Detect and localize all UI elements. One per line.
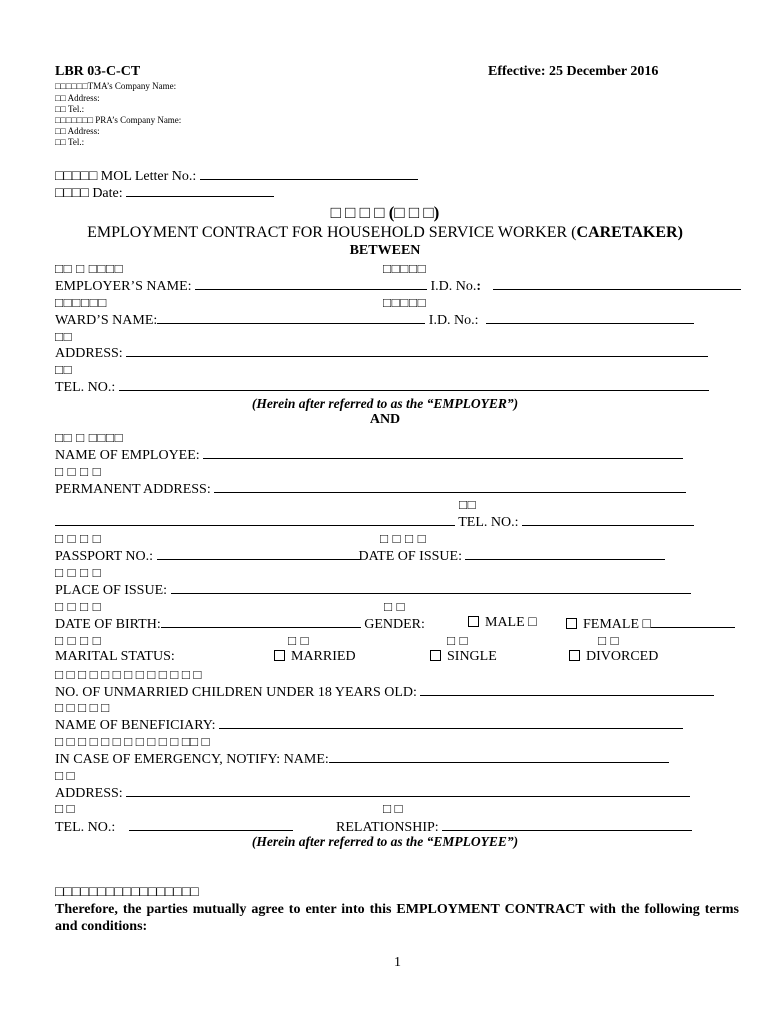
employee-referred: (Herein after referred to as the “EMPLOYEE”) — [251, 834, 519, 849]
place-issue-row — [55, 581, 691, 599]
between-label: BETWEEN — [349, 243, 421, 258]
male-label: MALE □ — [485, 615, 537, 630]
married-label: MARRIED — [291, 649, 356, 664]
employer-id-label: I.D. No. — [430, 279, 477, 294]
beneficiary-row — [55, 716, 683, 734]
dob-cjk: □ □ □ □ — [55, 599, 102, 614]
place-issue-field[interactable] — [171, 581, 691, 594]
relationship-cjk: □ □ — [383, 801, 403, 816]
and-label: AND — [369, 412, 401, 427]
employer-name-field[interactable] — [195, 277, 427, 290]
issue-date-cjk: □ □ □ □ — [380, 531, 427, 546]
mol-date-label: □□□□ Date: — [55, 186, 123, 201]
tma-tel-label: □□ Tel.: — [55, 104, 85, 114]
gender-extra-field[interactable] — [651, 615, 735, 628]
tma-address-label: □□ Address: — [55, 93, 100, 103]
marital-cjk: □ □ □ □ — [55, 633, 102, 648]
married-cjk: □ □ — [288, 633, 310, 648]
female-label: FEMALE □ — [583, 617, 651, 632]
passport-label: PASSPORT NO.: — [55, 549, 153, 564]
children-field[interactable] — [420, 683, 714, 696]
beneficiary-cjk: □ □ □ □ □ — [55, 700, 110, 715]
ward-name-label: WARD’S NAME: — [55, 313, 158, 328]
ward-id-cjk: □□□□□ — [383, 295, 427, 310]
ward-id-label: I.D. No.: — [428, 313, 479, 328]
place-issue-label: PLACE OF ISSUE: — [55, 583, 168, 598]
marital-label: MARITAL STATUS: — [55, 649, 175, 664]
passport-row — [55, 547, 665, 565]
divorced-checkbox[interactable] — [569, 650, 580, 661]
emergency-row — [55, 750, 669, 768]
beneficiary-field[interactable] — [219, 716, 683, 729]
employer-id-field[interactable] — [493, 277, 741, 290]
title-main — [0, 224, 770, 242]
gender-female-option[interactable] — [566, 615, 735, 633]
divorced-option[interactable] — [569, 649, 658, 665]
employer-name-label: EMPLOYER’S NAME: — [55, 279, 192, 294]
emergency-tel-field[interactable] — [129, 818, 293, 831]
married-checkbox[interactable] — [274, 650, 285, 661]
emergency-cjk: □ □ □ □ □ □ □ □ □ □ □ □□ □ — [55, 734, 210, 749]
gender-male-option[interactable] — [468, 615, 537, 631]
dob-label: DATE OF BIRTH: — [55, 617, 161, 632]
employer-name-cjk: □□ □ □□□□ — [55, 261, 124, 276]
employee-name-field[interactable] — [203, 446, 683, 459]
issue-date-label: DATE OF ISSUE: — [358, 549, 462, 564]
relationship-label: RELATIONSHIP: — [336, 820, 439, 835]
title-main-bold: CARETAKER) — [576, 224, 683, 241]
employee-tel-label: TEL. NO.: — [458, 515, 519, 530]
closing-text: Therefore, the parties mutually agree to enter into this EMPLOYMENT CONTRACT with the following terms and conditions: — [55, 902, 739, 934]
permanent-address-cjk: □ □ □ □ — [55, 464, 102, 479]
form-code: LBR 03-C-CT — [55, 64, 141, 79]
issue-date-field[interactable] — [465, 547, 665, 560]
employee-name-row — [55, 446, 683, 464]
title-cjk: □ □ □ □ (□ □ □) — [330, 203, 440, 222]
place-issue-cjk: □ □ □ □ — [55, 565, 102, 580]
ward-name-row — [55, 311, 694, 329]
passport-cjk: □ □ □ □ — [55, 531, 102, 546]
emergency-address-cjk: □ □ — [55, 768, 75, 783]
married-option[interactable] — [274, 649, 356, 665]
children-cjk: □ □ □ □ □ □ □ □ □ □ □ □ □ — [55, 667, 202, 682]
employee-tel-cjk: □□ — [459, 497, 477, 512]
emergency-address-field[interactable] — [126, 784, 690, 797]
single-checkbox[interactable] — [430, 650, 441, 661]
employee-name-label: NAME OF EMPLOYEE: — [55, 448, 200, 463]
female-checkbox[interactable] — [566, 618, 577, 629]
pra-tel-label: □□ Tel.: — [55, 137, 85, 147]
permanent-address-field[interactable] — [214, 480, 686, 493]
divorced-cjk: □ □ — [598, 633, 620, 648]
mol-letter-row — [55, 167, 418, 185]
employer-address-field[interactable] — [126, 344, 708, 357]
dob-field[interactable] — [161, 615, 361, 628]
single-label: SINGLE — [447, 649, 497, 664]
beneficiary-label: NAME OF BENEFICIARY: — [55, 718, 216, 733]
ward-id-field[interactable] — [486, 311, 694, 324]
emergency-address-row — [55, 784, 690, 802]
employer-address-label: ADDRESS: — [55, 346, 123, 361]
male-checkbox[interactable] — [468, 616, 479, 627]
single-cjk: □ □ — [447, 633, 469, 648]
divorced-label: DIVORCED — [586, 649, 659, 664]
emergency-label: IN CASE OF EMERGENCY, NOTIFY: NAME: — [55, 752, 329, 767]
permanent-address-field-2[interactable] — [55, 513, 455, 526]
emergency-tel-label: TEL. NO.: — [55, 820, 116, 835]
permanent-address-label: PERMANENT ADDRESS: — [55, 482, 211, 497]
employer-tel-field[interactable] — [119, 378, 709, 391]
closing-cjk: □□□□□□□□□□□□□□□□□ — [55, 885, 199, 900]
relationship-field[interactable] — [442, 818, 692, 831]
ward-name-field[interactable] — [157, 311, 425, 324]
emergency-tel-cjk: □ □ — [55, 801, 75, 816]
employer-tel-label: TEL. NO.: — [55, 380, 116, 395]
emergency-address-label: ADDRESS: — [55, 786, 123, 801]
pra-address-label: □□ Address: — [55, 126, 100, 136]
employee-tel-field[interactable] — [522, 513, 694, 526]
employee-tel-row — [55, 513, 694, 531]
employer-tel-cjk: □□ — [55, 362, 73, 377]
children-row — [55, 683, 714, 701]
employer-name-row: EMPLOYER’S NAME: I.D. No.: — [55, 277, 741, 295]
mol-date-row — [55, 184, 274, 202]
employer-tel-row — [55, 378, 709, 396]
employee-name-cjk: □□ □ □□□□ — [55, 430, 124, 445]
page-number: 1 — [394, 955, 401, 970]
title-main-text: EMPLOYMENT CONTRACT FOR HOUSEHOLD SERVICE WORKER ( — [87, 224, 577, 241]
mol-letter-field[interactable] — [200, 167, 418, 180]
employer-id-cjk: □□□□□ — [383, 261, 427, 276]
passport-field[interactable] — [157, 547, 361, 560]
mol-date-field[interactable] — [126, 184, 274, 197]
pra-company-label: □□□□□□□ PRA’s Company Name: — [55, 115, 182, 125]
employer-address-row — [55, 344, 708, 362]
gender-label: GENDER: — [364, 617, 425, 632]
emergency-name-field[interactable] — [329, 750, 669, 763]
ward-name-cjk: □□□□□□ — [55, 295, 107, 310]
employer-referred: (Herein after referred to as the “EMPLOYER”) — [251, 396, 519, 411]
children-label: NO. OF UNMARRIED CHILDREN UNDER 18 YEARS OLD: — [55, 685, 417, 700]
effective-date: Effective: 25 December 2016 — [488, 64, 659, 79]
employer-address-cjk: □□ — [55, 329, 73, 344]
single-option[interactable] — [430, 649, 497, 665]
mol-letter-label: □□□□□ MOL Letter No.: — [55, 169, 197, 184]
tma-company-label: □□□□□□TMA’s Company Name: — [55, 81, 177, 91]
gender-cjk: □ □ — [384, 599, 406, 614]
dob-row — [55, 615, 425, 633]
permanent-address-row — [55, 480, 686, 498]
